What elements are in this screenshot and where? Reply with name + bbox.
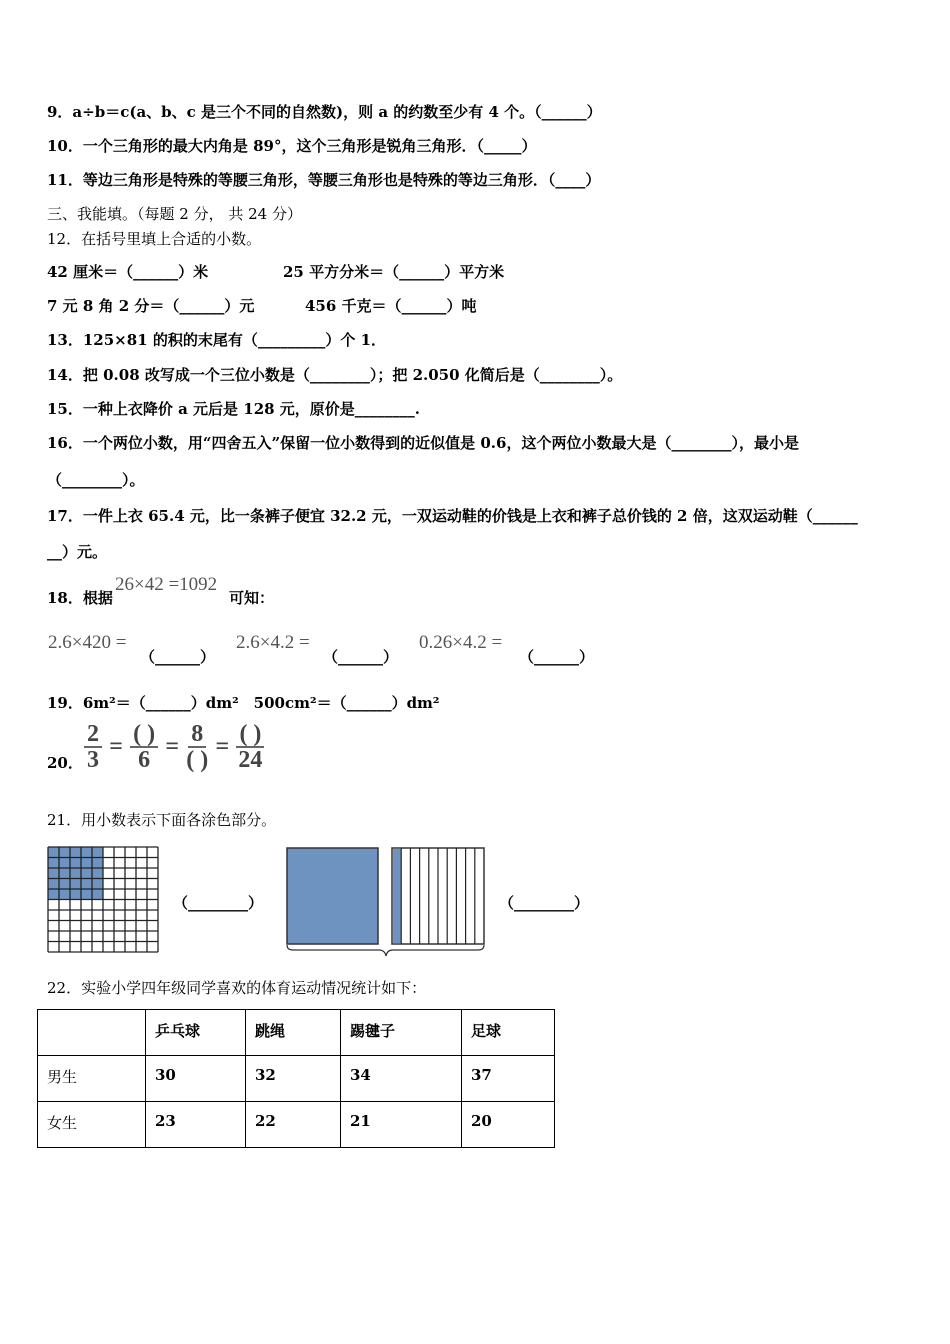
question-15: 15．一种上衣降价 a 元后是 128 元，原价是________. <box>47 400 421 418</box>
question-18-prefix: 18．根据 <box>47 589 113 607</box>
table-cell: 22 <box>246 1102 341 1148</box>
question-14: 14．把 0.08 改写成一个三位小数是（________）；把 2.050 化简后是（________）。 <box>47 366 623 384</box>
brace <box>287 945 484 956</box>
question-22: 22．实验小学四年级同学喜欢的体育运动情况统计如下： <box>47 979 427 997</box>
question-10: 10．一个三角形的最大内角是 89°，这个三角形是锐角三角形．（_____） <box>47 137 537 155</box>
table-cell: 男生 <box>38 1056 146 1102</box>
fraction <box>186 722 208 772</box>
numerator: ( ) <box>130 722 158 748</box>
table-cell: 23 <box>146 1102 246 1148</box>
denominator: ( ) <box>186 747 209 773</box>
question-18-formula: 26×42 =1092 <box>115 574 218 595</box>
shaded-tenth <box>393 849 401 943</box>
shaded-region <box>48 847 103 899</box>
question-17-cont: __）元。 <box>47 543 108 561</box>
table-cell: 跳绳 <box>246 1010 341 1056</box>
table-cell: 足球 <box>462 1010 555 1056</box>
numerator: ( ) <box>236 722 264 748</box>
question-9: 9．a÷b＝c(a、b、c 是三个不同的自然数)，则 a 的约数至少有 4 个。（______） <box>47 103 602 121</box>
table-header-row <box>38 1010 555 1056</box>
one-and-tenth-figure <box>284 845 488 957</box>
question-11: 11．等边三角形是特殊的等腰三角形，等腰三角形也是特殊的等边三角形．（____） <box>47 171 601 189</box>
q12-item-b: 25 平方分米＝（______）平方米 <box>283 263 505 281</box>
q21-blank-1: （________） <box>173 894 264 912</box>
table-cell: 37 <box>462 1056 555 1102</box>
fraction <box>236 722 264 772</box>
q12-item-c: 7 元 8 角 2 分＝（______）元 <box>47 297 255 315</box>
q18-blank-1: （______） <box>140 648 216 666</box>
table-cell: 踢毽子 <box>341 1010 462 1056</box>
fraction <box>130 722 158 772</box>
numerator: 2 <box>84 722 102 748</box>
question-21: 21．用小数表示下面各涂色部分。 <box>47 811 277 829</box>
denominator: 3 <box>87 747 99 773</box>
table-cell: 34 <box>341 1056 462 1102</box>
table-row <box>38 1056 555 1102</box>
question-16-cont: （________）。 <box>47 471 145 489</box>
question-17: 17．一件上衣 65.4 元，比一条裤子便宜 32.2 元，一双运动鞋的价钱是上衣和裤子总价钱的 2 倍，这双运动鞋（______ <box>47 507 858 525</box>
equals-sign: = <box>215 733 230 760</box>
q12-item-a: 42 厘米＝（______）米 <box>47 263 209 281</box>
question-16: 16．一个两位小数，用“四舍五入”保留一位小数得到的近似值是 0.6，这个两位小数最大是（________），最小是 <box>47 434 799 452</box>
table-cell: 32 <box>246 1056 341 1102</box>
table-cell: 女生 <box>38 1102 146 1148</box>
equals-sign: = <box>165 733 180 760</box>
table-cell: 21 <box>341 1102 462 1148</box>
equals-sign: = <box>109 733 123 760</box>
q18-blank-2: （______） <box>323 648 399 666</box>
q18-expr-3: 0.26×4.2 = <box>419 632 503 653</box>
table-cell: 乒乓球 <box>146 1010 246 1056</box>
fraction <box>84 722 102 772</box>
question-18-suffix: 可知： <box>229 589 275 607</box>
q18-expr-1: 2.6×420 = <box>48 632 127 653</box>
question-13: 13．125×81 的积的末尾有（_________）个 1． <box>47 331 387 349</box>
table-cell: 30 <box>146 1056 246 1102</box>
denominator: 6 <box>138 747 151 773</box>
question-12: 12．在括号里填上合适的小数。 <box>47 230 262 248</box>
q18-blank-3: （______） <box>519 648 595 666</box>
question-19: 19．6m²＝（______）dm² 500cm²＝（______）dm² <box>47 694 440 712</box>
table-cell: 20 <box>462 1102 555 1148</box>
sports-table <box>37 1009 555 1148</box>
denominator: 24 <box>238 747 263 773</box>
question-20-label: 20． <box>47 754 83 772</box>
hundred-grid-figure <box>46 845 161 955</box>
numerator: 8 <box>188 722 206 748</box>
shaded-whole-square <box>287 848 378 944</box>
table-cell <box>38 1010 146 1056</box>
section-heading: 三、我能填。（每题 2 分， 共 24 分） <box>47 205 302 223</box>
table-row <box>38 1102 555 1148</box>
q18-expr-2: 2.6×4.2 = <box>236 632 310 653</box>
q21-blank-2: （________） <box>499 894 590 912</box>
question-20-fractions <box>82 722 266 772</box>
q12-item-d: 456 千克＝（______）吨 <box>305 297 477 315</box>
